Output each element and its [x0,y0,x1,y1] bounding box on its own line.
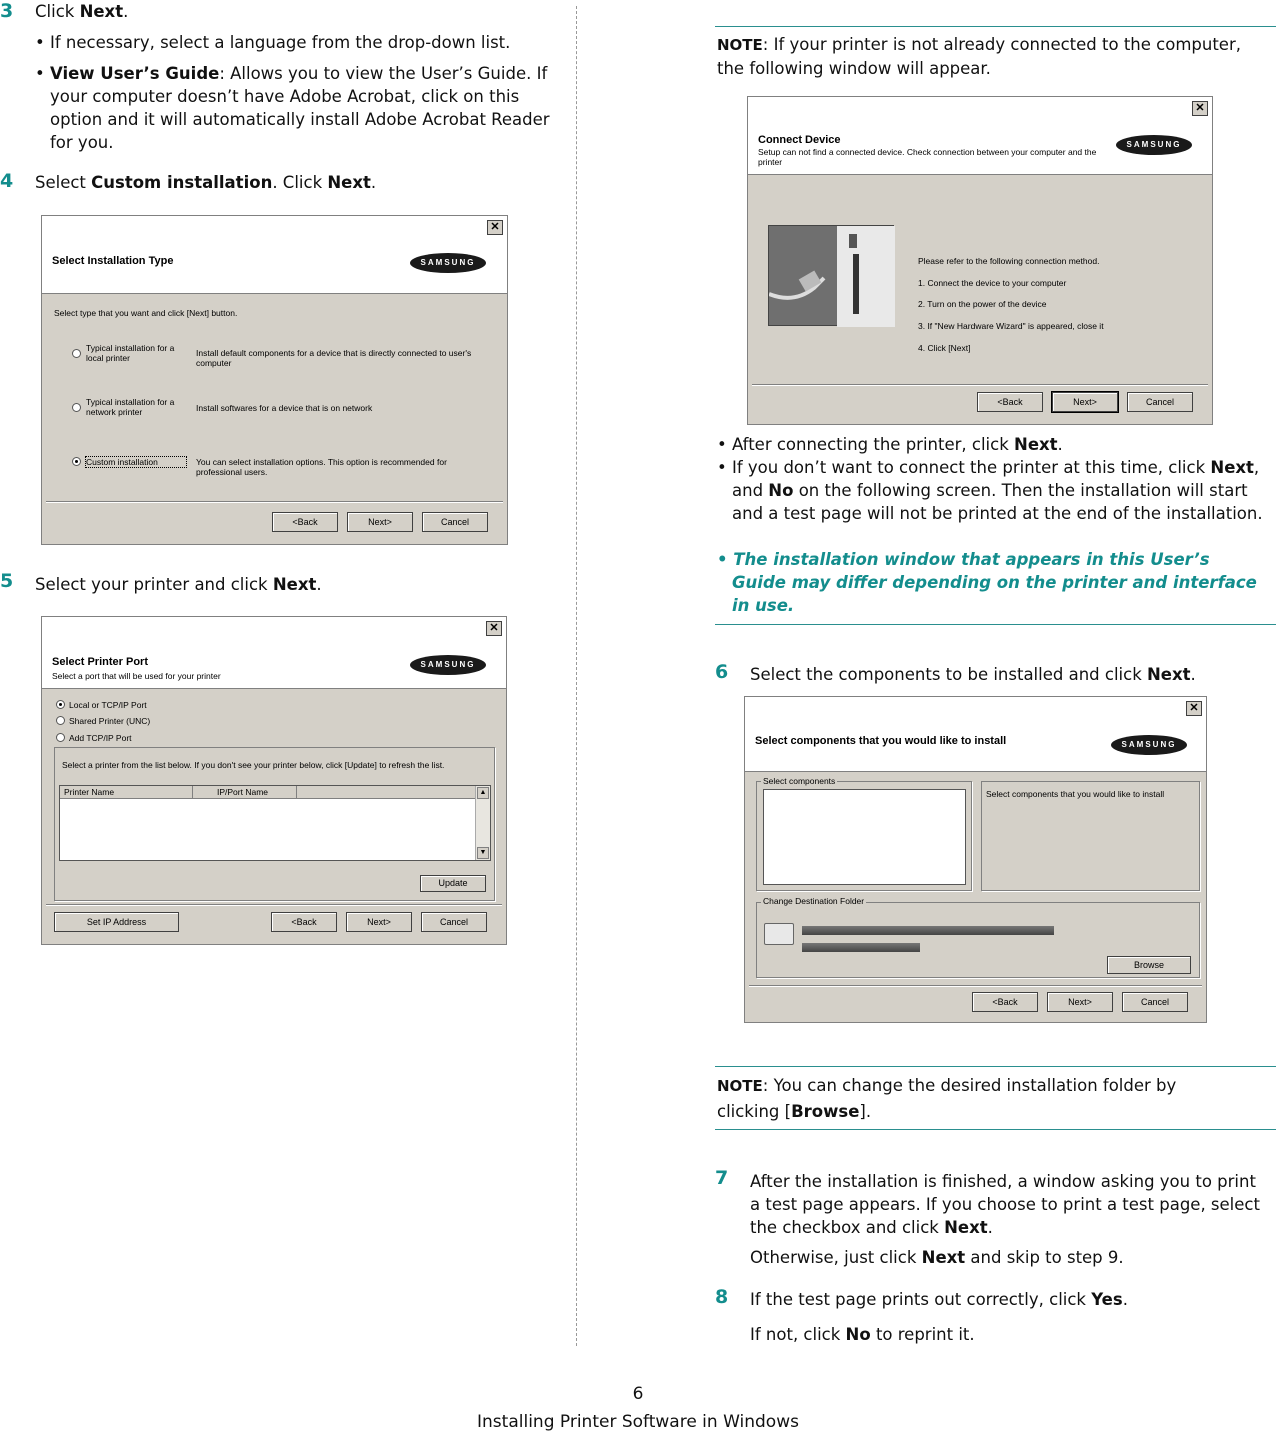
dialog-header [42,617,506,689]
note-1-top-rule [715,26,1276,27]
option-custom-desc: You can select installation options. This option is recommended for professional users. [196,457,447,477]
step-5-text: Select your printer and click Next. [35,575,322,594]
next-button[interactable]: Next> [1052,392,1118,412]
update-button[interactable]: Update [420,875,486,892]
close-icon[interactable]: ✕ [487,220,503,235]
dialog-title: Select Installation Type [52,255,174,267]
note-2-label: NOTE [717,1077,763,1095]
dialog-subtitle: Setup can not find a connected device. Check connection between your computer and the printer [758,147,1097,167]
cancel-button[interactable]: Cancel [421,912,487,932]
option-typical-network-desc: Install softwares for a device that is on network [196,403,373,413]
connection-illustration [768,225,894,326]
next-button[interactable]: Next> [346,912,412,932]
note-2: NOTE: You can change the desired installation folder by clicking [Browse]. [717,1076,1177,1121]
radio-add-tcpip[interactable] [56,733,65,742]
radio-typical-network[interactable] [72,403,81,412]
dialog-separator [752,384,1208,386]
select-printer-port-dialog [41,616,507,945]
components-list[interactable] [763,789,966,885]
option-typical-local-desc: Install default components for a device that is directly connected to user's computer [196,348,472,368]
bullet-not-connect-now: • If you don’t want to connect the printer at this time, click Next, and No on the following screen. Then the installation will start and a test page will not be printed at the end of the installation. [717,458,1263,523]
scroll-up-icon[interactable]: ▲ [477,787,489,799]
radio-shared-printer[interactable] [56,716,65,725]
select-components-dialog [744,696,1207,1023]
column-header-ip-port[interactable]: IP/Port Name [193,786,297,799]
cancel-button[interactable]: Cancel [422,512,488,532]
step-8-text: If the test page prints out correctly, click Yes. [750,1290,1128,1309]
connection-step-4: 4. Click [Next] [918,343,971,353]
port-shared-label: Shared Printer (UNC) [69,716,151,726]
dialog-header [748,97,1212,175]
select-components-legend: Select components [763,776,836,786]
dialog-title: Select Printer Port [52,656,148,668]
install-instruction: Select type that you want and click [Next] button. [54,308,238,318]
note-2-bottom-rule [715,1129,1276,1130]
printer-list[interactable] [59,785,491,861]
option-custom-label: Custom installation [86,457,186,467]
radio-local-tcpip[interactable] [56,700,65,709]
dialog-title: Select components that you would like to install [755,735,1007,747]
back-button[interactable]: <Back [972,992,1038,1012]
step-3-bullet-users-guide: • View User’s Guide: Allows you to view the User’s Guide. If your computer doesn’t have Adobe Acrobat, click on this option and it will automatically install Adobe Acrobat Reader for you. [35,64,550,152]
connect-device-dialog [747,96,1213,425]
scroll-down-icon[interactable]: ▼ [477,847,489,859]
step-8-reprint: If not, click No to reprint it. [750,1325,975,1344]
destination-folder-legend: Change Destination Folder [763,896,865,906]
samsung-logo: SAMSUNG [410,655,486,675]
next-button[interactable]: Next> [1047,992,1113,1012]
column-divider [576,6,577,1346]
column-header-printer-name[interactable]: Printer Name [60,786,193,799]
step-6-text: Select the components to be installed and click Next. [750,665,1196,684]
folder-icon [764,923,794,945]
cancel-button[interactable]: Cancel [1127,392,1193,412]
connection-step-3: 3. If "New Hardware Wizard" is appeared, close it [918,321,1104,331]
next-button[interactable]: Next> [347,512,413,532]
destination-path-line-1 [802,926,1054,935]
radio-typical-local[interactable] [72,349,81,358]
step-7-text: After the installation is finished, a window asking you to print a test page appears. If you choose to print a test page, select the checkbox and click Next. [750,1172,1260,1237]
close-icon[interactable]: ✕ [1192,101,1208,116]
connection-step-2: 2. Turn on the power of the device [918,299,1047,309]
back-button[interactable]: <Back [272,512,338,532]
port-add-tcpip-label: Add TCP/IP Port [69,733,132,743]
components-description: Select components that you would like to install [986,789,1165,799]
dialog-subtitle: Select a port that will be used for your printer [52,671,221,681]
step-3-text: Click Next. [35,2,129,21]
select-installation-type-dialog [41,215,508,545]
set-ip-address-button[interactable]: Set IP Address [54,912,179,932]
dialog-separator [46,501,503,503]
close-icon[interactable]: ✕ [486,621,502,636]
step-5-number: 5 [0,570,14,592]
dialog-separator [46,904,502,906]
browse-button[interactable]: Browse [1107,956,1191,974]
step-8-number: 8 [715,1286,729,1308]
bullet-window-may-differ: • The installation window that appears in this User’s Guide may differ depending on the printer and interface in use. [717,550,1257,615]
step-3-bullet-language: • If necessary, select a language from the drop-down list. [35,33,511,52]
cancel-button[interactable]: Cancel [1122,992,1188,1012]
column-header-empty [297,786,475,799]
back-button[interactable]: <Back [977,392,1043,412]
connection-step-1: 1. Connect the device to your computer [918,278,1067,288]
note-1: NOTE: If your printer is not already connected to the computer, the following window will appear. [717,35,1241,78]
list-scrollbar[interactable] [475,786,490,860]
note-1-label: NOTE [717,36,763,54]
step-7-number: 7 [715,1167,729,1189]
note-2-top-rule [715,1066,1276,1067]
note-1-bottom-rule [715,624,1276,625]
samsung-logo: SAMSUNG [1111,735,1187,755]
usb-cable-icon [769,226,895,327]
step-7-otherwise: Otherwise, just click Next and skip to step 9. [750,1248,1124,1267]
option-typical-local-label: Typical installation for a local printer [86,343,175,363]
dialog-header [745,697,1206,772]
step-4-text: Select Custom installation. Click Next. [35,173,377,192]
close-icon[interactable]: ✕ [1186,701,1202,716]
printer-list-instruction: Select a printer from the list below. If you don't see your printer below, click [Update] to refresh the list. [62,760,445,770]
connection-intro: Please refer to the following connection method. [918,256,1100,266]
step-6-number: 6 [715,661,729,683]
radio-custom-installation[interactable] [72,457,81,466]
dialog-header [42,216,507,294]
option-typical-network-label: Typical installation for a network printer [86,397,175,417]
destination-path-line-2 [802,943,920,952]
samsung-logo: SAMSUNG [1116,135,1192,155]
step-4-number: 4 [0,170,14,192]
bullet-after-connecting: • After connecting the printer, click Next. [717,435,1063,454]
dialog-separator [749,985,1202,987]
port-local-tcpip-label: Local or TCP/IP Port [69,700,147,710]
step-3-number: 3 [0,0,14,22]
dialog-title: Connect Device [758,134,841,146]
footer-title: Installing Printer Software in Windows [477,1412,799,1432]
samsung-logo: SAMSUNG [410,253,486,273]
back-button[interactable]: <Back [271,912,337,932]
page-number: 6 [632,1384,644,1404]
